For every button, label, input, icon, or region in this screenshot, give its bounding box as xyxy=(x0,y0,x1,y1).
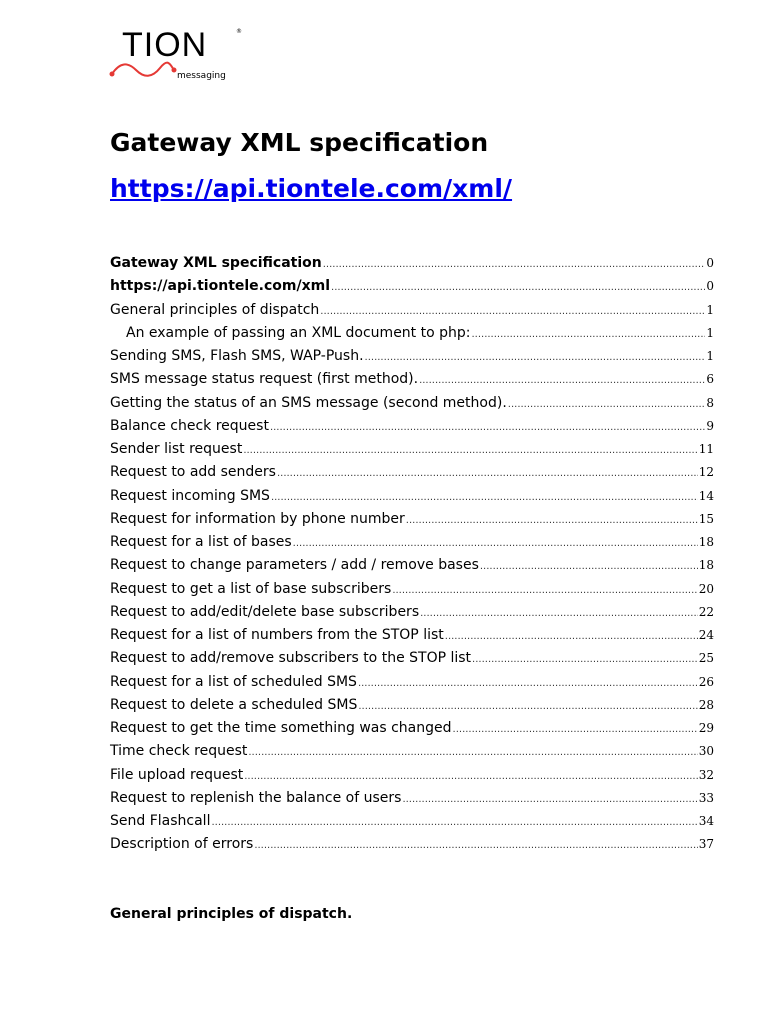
toc-entry-label: Sending SMS, Flash SMS, WAP-Push. xyxy=(110,348,364,364)
toc-entry-page-number: 14 xyxy=(698,488,714,503)
toc-entry[interactable] xyxy=(110,833,714,856)
toc-entry-label: https://api.tiontele.com/xml xyxy=(110,278,331,295)
toc-dot-leader xyxy=(323,253,706,276)
toc-dot-leader xyxy=(270,416,705,439)
toc-entry-page-number: 0 xyxy=(706,256,714,270)
toc-entry-label: Balance check request xyxy=(110,417,269,434)
toc-entry[interactable] xyxy=(110,415,714,438)
tion-logo xyxy=(108,22,248,84)
toc-entry-page-number: 15 xyxy=(698,511,714,526)
toc-entry-page-number: 12 xyxy=(698,465,714,480)
toc-entry[interactable] xyxy=(110,392,714,415)
toc-entry-page-number: 1 xyxy=(706,325,714,340)
toc-entry-label: Request to add senders xyxy=(110,464,276,481)
api-url-link[interactable]: https://api.tiontele.com/xml/ xyxy=(110,174,513,203)
toc-entry-page-number: 0 xyxy=(706,279,714,294)
toc-dot-leader xyxy=(471,323,705,346)
toc-entry-page-number: 18 xyxy=(698,558,714,573)
toc-entry-page-number: 28 xyxy=(698,697,714,712)
toc-entry-page-number: 6 xyxy=(706,372,714,387)
toc-entry-page-number: 22 xyxy=(698,604,714,619)
toc-dot-leader xyxy=(508,393,706,416)
toc-entry[interactable] xyxy=(110,554,714,577)
toc-entry-label: Request to delete a scheduled SMS xyxy=(110,696,358,713)
toc-dot-leader xyxy=(480,555,698,578)
toc-entry[interactable] xyxy=(110,322,714,345)
toc-entry[interactable] xyxy=(110,810,714,833)
toc-entry-label: Request for a list of numbers from the STOP list xyxy=(110,627,444,643)
toc-entry-label: Request incoming SMS xyxy=(110,487,270,504)
toc-entry-label: Request to get a list of base subscribers xyxy=(110,580,392,597)
toc-entry-page-number: 8 xyxy=(706,395,714,410)
toc-entry-label: Request to replenish the balance of users xyxy=(110,789,402,806)
toc-entry-label: Send Flashcall xyxy=(110,813,211,829)
toc-entry-label: Request for a list of scheduled SMS xyxy=(110,673,357,690)
toc-entry-page-number: 29 xyxy=(698,721,714,735)
toc-entry-page-number: 37 xyxy=(698,837,714,852)
logo-registered-mark: ® xyxy=(236,28,242,35)
toc-entry[interactable] xyxy=(110,485,714,508)
toc-dot-leader xyxy=(365,346,706,369)
toc-entry-label: Getting the status of an SMS message (second method). xyxy=(110,394,507,411)
toc-dot-leader xyxy=(211,811,697,834)
toc-dot-leader xyxy=(453,718,698,741)
toc-entry-page-number: 30 xyxy=(698,744,714,759)
table-of-contents xyxy=(110,252,714,857)
toc-entry-label: Request for a list of bases xyxy=(110,534,292,550)
toc-dot-leader xyxy=(320,300,705,323)
toc-entry[interactable] xyxy=(110,624,714,647)
toc-entry-page-number: 18 xyxy=(698,535,714,549)
toc-entry[interactable] xyxy=(110,438,714,461)
toc-dot-leader xyxy=(358,695,697,718)
toc-dot-leader xyxy=(472,648,698,671)
toc-entry-label: Gateway XML specification xyxy=(110,255,322,271)
toc-entry[interactable] xyxy=(110,578,714,601)
toc-entry-page-number: 9 xyxy=(706,418,714,433)
section-heading: General principles of dispatch. xyxy=(110,906,353,922)
toc-entry-page-number: 24 xyxy=(698,628,714,642)
toc-dot-leader xyxy=(243,439,697,462)
toc-dot-leader xyxy=(277,462,698,485)
toc-entry-label: Time check request xyxy=(110,743,248,760)
toc-entry-page-number: 34 xyxy=(698,814,714,828)
toc-entry[interactable] xyxy=(110,252,714,275)
toc-entry-page-number: 26 xyxy=(698,674,714,689)
toc-entry[interactable] xyxy=(110,740,714,763)
toc-entry-page-number: 1 xyxy=(706,349,714,363)
toc-entry[interactable] xyxy=(110,764,714,787)
toc-dot-leader xyxy=(358,672,698,695)
toc-entry[interactable] xyxy=(110,461,714,484)
logo-brand: TION xyxy=(122,26,208,64)
toc-dot-leader xyxy=(420,602,698,625)
logo-dot-icon xyxy=(172,68,177,73)
toc-entry[interactable] xyxy=(110,601,714,624)
toc-entry[interactable] xyxy=(110,368,714,391)
tion-logo-graphic xyxy=(108,22,248,84)
toc-entry-label: File upload request xyxy=(110,766,244,783)
toc-dot-leader xyxy=(248,741,697,764)
toc-entry[interactable] xyxy=(110,694,714,717)
toc-entry[interactable] xyxy=(110,671,714,694)
toc-entry-page-number: 20 xyxy=(698,581,714,596)
toc-dot-leader xyxy=(271,486,698,509)
toc-entry[interactable] xyxy=(110,531,714,554)
toc-entry-label: Description of errors xyxy=(110,836,254,853)
toc-dot-leader xyxy=(392,579,697,602)
toc-dot-leader xyxy=(419,369,705,392)
document-title: Gateway XML specification xyxy=(110,128,489,157)
toc-entry-page-number: 25 xyxy=(698,651,714,666)
toc-dot-leader xyxy=(244,765,697,788)
toc-entry-label: Request for information by phone number xyxy=(110,510,405,527)
toc-entry[interactable] xyxy=(110,647,714,670)
toc-entry[interactable] xyxy=(110,508,714,531)
toc-entry[interactable] xyxy=(110,787,714,810)
toc-entry[interactable] xyxy=(110,717,714,740)
toc-entry-label: Request to get the time something was changed xyxy=(110,720,452,736)
toc-entry-page-number: 1 xyxy=(706,302,714,317)
toc-entry-label: General principles of dispatch xyxy=(110,301,320,318)
toc-dot-leader xyxy=(331,276,705,299)
toc-entry[interactable] xyxy=(110,345,714,368)
toc-entry-page-number: 33 xyxy=(698,790,714,805)
toc-entry-label: Request to add/remove subscribers to the STOP list xyxy=(110,650,472,667)
toc-dot-leader xyxy=(254,834,697,857)
toc-entry[interactable] xyxy=(110,299,714,322)
toc-entry-label: Request to change parameters / add / remove bases xyxy=(110,557,479,574)
toc-dot-leader xyxy=(293,532,698,555)
logo-tagline: messaging xyxy=(177,71,226,81)
toc-entry-label: An example of passing an XML document to php: xyxy=(126,324,471,341)
toc-entry[interactable] xyxy=(110,275,714,298)
toc-dot-leader xyxy=(406,509,698,532)
logo-wave-icon xyxy=(112,63,174,76)
toc-entry-page-number: 11 xyxy=(698,442,714,456)
toc-entry-page-number: 32 xyxy=(698,767,714,782)
toc-dot-leader xyxy=(445,625,698,648)
logo-dot-icon xyxy=(110,72,115,77)
toc-entry-label: SMS message status request (first method). xyxy=(110,371,419,388)
toc-entry-label: Request to add/edit/delete base subscribers xyxy=(110,603,420,620)
toc-entry-label: Sender list request xyxy=(110,441,243,457)
toc-dot-leader xyxy=(402,788,697,811)
